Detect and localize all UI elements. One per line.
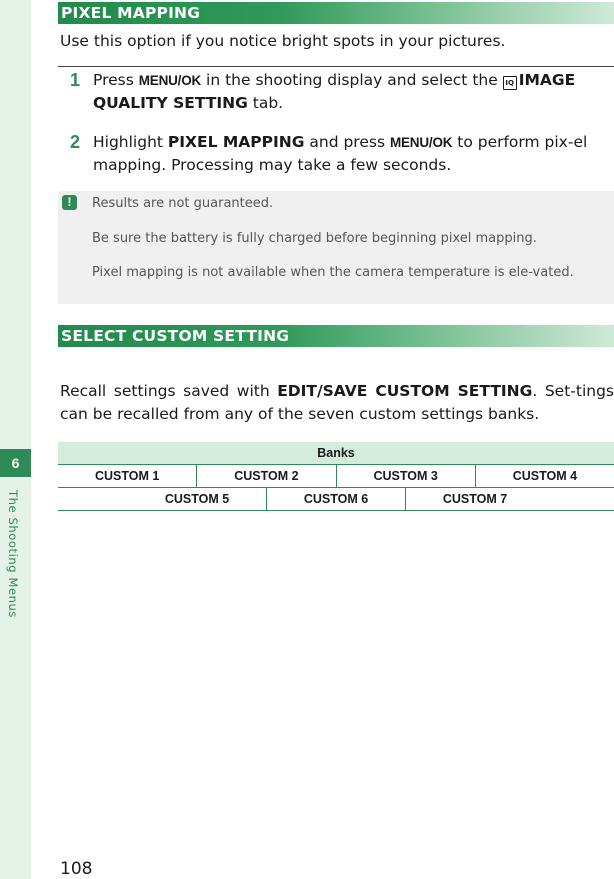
banks-table — [58, 442, 614, 511]
banks-table-header: Banks — [58, 442, 614, 464]
table-cell: CUSTOM 5 — [164, 492, 230, 506]
pixel-mapping-intro: Use this option if you notice bright spots in your pictures. — [60, 32, 506, 50]
divider — [58, 66, 614, 67]
step-number: 1 — [70, 70, 81, 90]
table-cell: CUSTOM 3 — [336, 465, 475, 487]
step-number: 2 — [70, 132, 81, 152]
pixel-mapping-heading: PIXEL MAPPING — [58, 2, 614, 24]
table-row — [58, 464, 614, 488]
table-cell: CUSTOM 6 — [266, 488, 405, 510]
step-2 — [70, 131, 614, 177]
caution-icon: ! — [62, 195, 77, 210]
table-cell: CUSTOM 7 — [405, 488, 544, 510]
caution-note: Pixel mapping is not available when the camera temperature is ele-vated. — [92, 265, 574, 280]
paragraph-text: . Set-tings can be recalled from any of the seven custom settings banks. — [60, 382, 614, 423]
image-quality-icon: IQ — [503, 76, 517, 90]
chapter-number-tab: 6 — [0, 449, 31, 477]
chapter-title: The Shooting Menus — [6, 490, 20, 619]
step-text: Press — [93, 71, 139, 89]
table-cell: CUSTOM 2 — [196, 465, 335, 487]
custom-setting-paragraph — [60, 380, 614, 426]
caution-note: Results are not guaranteed. — [92, 196, 274, 211]
step-text: and press — [304, 133, 390, 151]
paragraph-text: Recall settings saved with — [60, 382, 278, 400]
page-number: 108 — [60, 859, 93, 879]
step-text: to perform pix-el mapping. Processing may take a few seconds. — [93, 133, 588, 174]
option-name: PIXEL MAPPING — [167, 133, 305, 151]
caution-note: Be sure the battery is fully charged before beginning pixel mapping. — [92, 231, 537, 246]
option-name: EDIT/SAVE CUSTOM SETTING — [277, 382, 533, 400]
step-text: tab. — [247, 94, 284, 112]
table-cell: CUSTOM 4 — [475, 465, 614, 487]
table-cell: CUSTOM 1 — [94, 469, 160, 483]
select-custom-setting-heading: SELECT CUSTOM SETTING — [58, 325, 614, 347]
menu-ok-button-label: MENU/OK — [138, 73, 202, 88]
step-1 — [70, 69, 614, 115]
table-row — [58, 488, 614, 511]
step-text: Highlight — [93, 133, 168, 151]
menu-ok-button-label: MENU/OK — [389, 135, 453, 150]
step-text: in the shooting display and select the — [201, 71, 503, 89]
chapter-sidebar — [0, 0, 31, 879]
tab-name: IMAGE QUALITY SETTING — [93, 71, 576, 112]
